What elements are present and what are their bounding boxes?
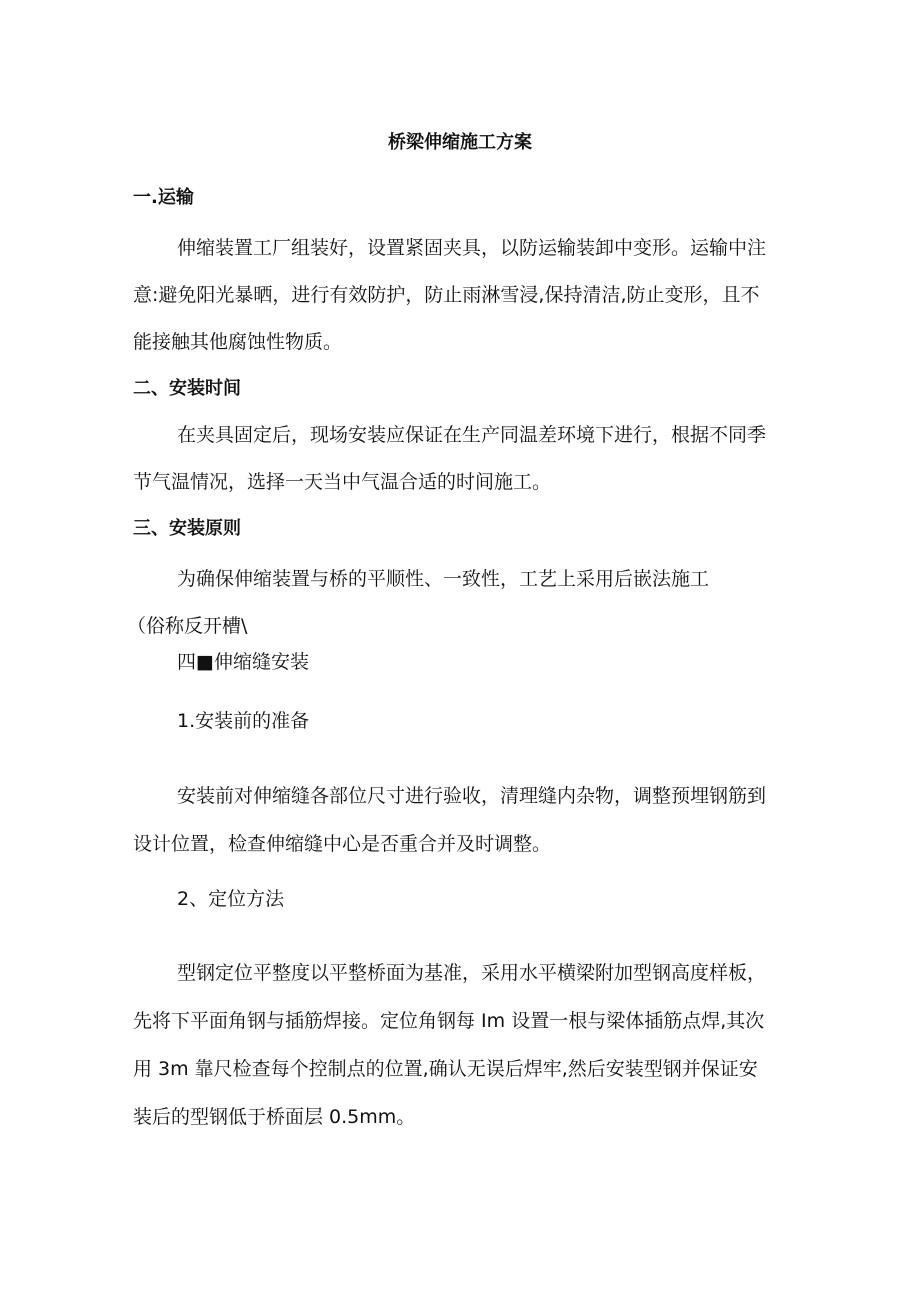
paragraph-line: 伸缩装置工厂组装好，设置紧固夹具，以防运输装卸中变形。运输中注 (177, 237, 767, 259)
section-heading-install-time: 二、安装时间 (133, 378, 241, 399)
document-title: 桥梁伸缩施工方案 (388, 132, 532, 153)
subsection-heading-positioning: 2、定位方法 (177, 888, 285, 910)
paragraph-line: 设计位置，检查伸缩缝中心是否重合并及时调整。 (133, 833, 552, 855)
paragraph-line: 意:避免阳光暴晒，进行有效防护，防止雨淋雪浸,保持清洁,防止变形，且不 (133, 284, 760, 306)
paragraph-line: 能接触其他腐蚀性物质。 (133, 331, 343, 353)
section-heading-joint-install: 四■伸缩缝安装 (177, 651, 309, 673)
paragraph-line: 安装前对伸缩缝各部位尺寸进行验收，清理缝内杂物，调整预埋钢筋到 (177, 785, 767, 807)
paragraph-line: 在夹具固定后，现场安装应保证在生产同温差环境下进行，根据不同季 (177, 424, 767, 446)
paragraph-line: 先将下平面角钢与插筋焊接。定位角钢每 Im 设置一根与梁体插筋点焊,其次 (133, 1010, 765, 1032)
paragraph-line: 装后的型钢低于桥面层 0.5mm。 (133, 1106, 416, 1128)
paragraph-line: 为确保伸缩装置与桥的平顺性、一致性，工艺上采用后嵌法施工 (177, 568, 710, 590)
section-heading-transport: 一.运输 (133, 187, 194, 208)
section-heading-install-principle: 三、安装原则 (133, 518, 241, 539)
paragraph-line: 节气温情况，选择一天当中气温合适的时间施工。 (133, 471, 552, 493)
paragraph-line: 型钢定位平整度以平整桥面为基准，采用水平横梁附加型钢高度样板， (177, 962, 767, 984)
paragraph-line: （俗称反开槽\ (127, 615, 248, 637)
paragraph-line: 用 3m 靠尺检查每个控制点的位置,确认无误后焊牢,然后安装型钢并保证安 (133, 1058, 758, 1080)
subsection-heading-preparation: 1.安装前的准备 (177, 710, 310, 732)
